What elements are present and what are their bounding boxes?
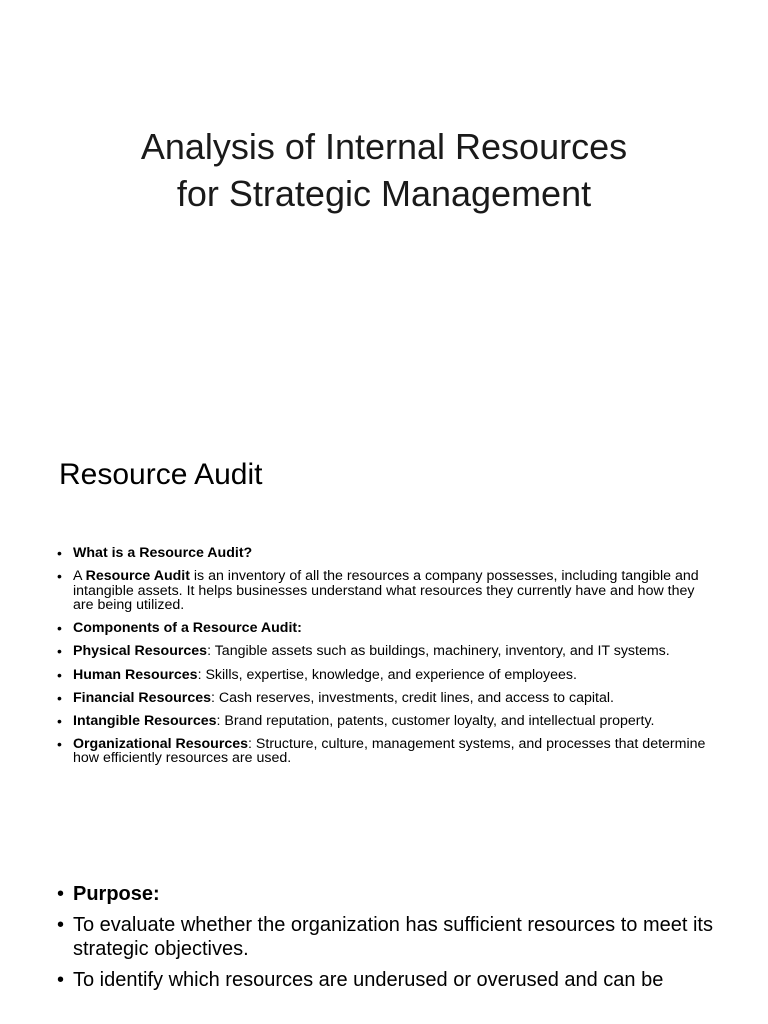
audit-bullet-list: [57, 546, 707, 775]
purpose-slide: [0, 855, 768, 1024]
bold-text: Physical Resources: [73, 643, 208, 660]
bold-text: What is a Resource Audit?: [73, 545, 253, 561]
bold-text: Intangible Resources: [73, 712, 217, 729]
resource-audit-slide: [0, 425, 768, 855]
title-slide: [0, 0, 768, 425]
list-item: [57, 882, 727, 907]
list-item: • Human Resources: Skills, expertise, knowledge, and experience of employees.: [57, 668, 707, 683]
section-heading: Resource Audit: [59, 458, 263, 491]
list-item: [57, 621, 707, 636]
list-item: • A Resource Audit is an inventory of all the resources a company possesses, including tangible and intangible assets. It helps businesses understand what resources they currently have and how they are being utilized.: [57, 569, 707, 613]
bold-text: Financial Resources: [73, 689, 211, 706]
list-item: • Organizational Resources: Structure, culture, management systems, and processes that determine how efficiently resources are used.: [57, 737, 707, 766]
bold-text: Purpose:: [73, 883, 160, 905]
title-line-1: Analysis of Internal Resources: [140, 126, 628, 167]
list-item: • To evaluate whether the organization has sufficient resources to meet its strategic objectives.: [57, 913, 727, 962]
bold-text: Resource Audit: [85, 568, 190, 585]
list-item: [57, 546, 707, 561]
list-item: • To identify which resources are underused or overused and can be: [57, 968, 727, 993]
page-title: [0, 123, 768, 217]
title-line-2: for Strategic Management: [176, 173, 592, 214]
list-item: • Financial Resources: Cash reserves, investments, credit lines, and access to capital.: [57, 691, 707, 706]
list-item: • Physical Resources: Tangible assets such as buildings, machinery, inventory, and IT systems.: [57, 644, 707, 659]
purpose-bullet-list: [57, 882, 727, 998]
bold-text: Human Resources: [73, 666, 198, 683]
bold-text: Components of a Resource Audit:: [73, 620, 302, 637]
bold-text: Organizational Resources: [73, 735, 249, 752]
list-item: • Intangible Resources: Brand reputation, patents, customer loyalty, and intellectual property.: [57, 714, 707, 729]
